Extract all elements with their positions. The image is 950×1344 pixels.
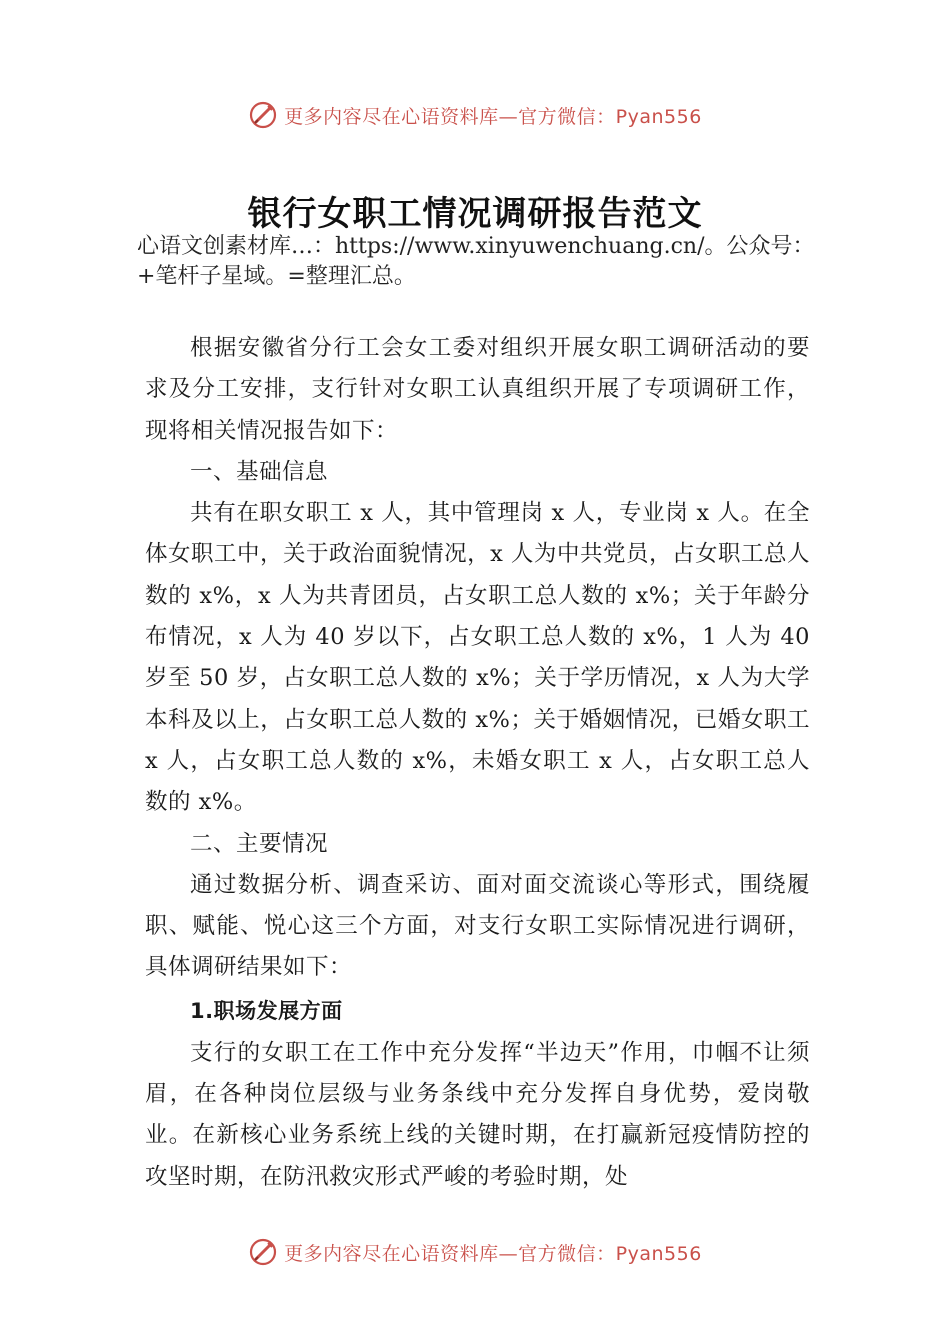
banner-text-line [284, 102, 702, 129]
subsection1-heading: 1.职场发展方面 [190, 998, 343, 1023]
section1-paragraph: 共有在职女职工 x 人，其中管理岗 x 人，专业岗 x 人。在全体女职工中，关于政治面貌情况，x 人为中共党员，占女职工总人数的 x%，x 人为共青团员，占女职工总人数的 x%；关于年龄分布情况，x 人为 40 岁以下，占女职工总人数的 x%，1 人为 40 岁至 50 岁，占女职工总人数的 x%；关于学历情况，x 人为大学本科及以上，占女职工总人数的 x%；关于婚姻情况，已婚女职工 x 人，占女职工总人数的 x%，未婚女职工 x 人，占女职工总人数的 x%。 [145, 500, 810, 816]
header-banner [0, 95, 950, 135]
banner-text-line [284, 1239, 702, 1266]
banner-handle: Pyan556 [615, 105, 702, 128]
banner-handle: Pyan556 [615, 1242, 702, 1265]
document-body [145, 328, 810, 1198]
pen-logo-icon [248, 100, 278, 130]
subsection1-paragraph: 支行的女职工在工作中充分发挥“半边天”作用，巾帼不让须眉，在各种岗位层级与业务条线中充分发挥自身优势，爱岗敬业。在新核心业务系统上线的关键时期，在打赢新冠疫情防控的攻坚时期，在防汛救灾形式严峻的考验时期，处 [145, 1039, 810, 1190]
banner-text: 更多内容尽在心语资料库—官方微信： [284, 105, 616, 128]
source-note: 心语文创素材库…：https://www.xinyuwenchuang.cn/。公众号：+笔杆子星域。=整理汇总。 [137, 234, 815, 289]
document-title: 银行女职工情况调研报告范文 [247, 194, 703, 234]
section2-paragraph: 通过数据分析、调查采访、面对面交流谈心等形式，围绕履职、赋能、悦心这三个方面，对支行女职工实际情况进行调研，具体调研结果如下： [145, 871, 810, 981]
pen-logo-icon [248, 1237, 278, 1267]
section2-heading: 二、主要情况 [190, 830, 329, 857]
banner-text: 更多内容尽在心语资料库—官方微信： [284, 1242, 616, 1265]
footer-banner [0, 1232, 950, 1272]
section1-heading: 一、基础信息 [190, 458, 329, 485]
intro-paragraph: 根据安徽省分行工会女工委对组织开展女职工调研活动的要求及分工安排，支行针对女职工认真组织开展了专项调研工作，现将相关情况报告如下： [145, 335, 810, 444]
